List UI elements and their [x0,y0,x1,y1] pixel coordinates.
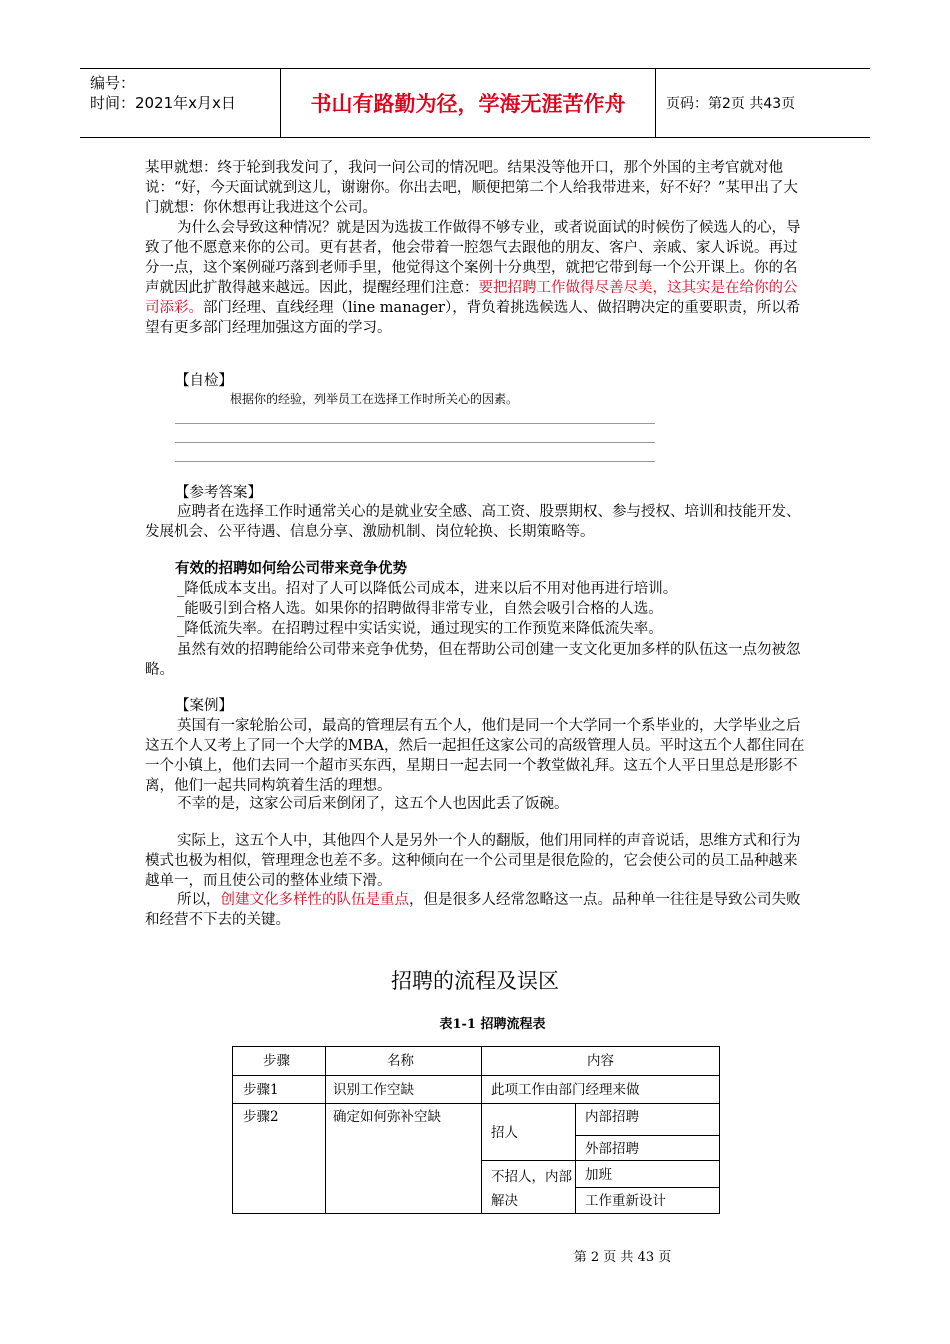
header-meta [90,73,280,113]
advantage-item: _降低成本支出。招对了人可以降低公司成本，进来以后不用对他再进行培训。 [177,581,678,597]
paragraph-text: 部门经理、直线经理（line manager），背负着挑选候选人、做招聘决定的重要职责，所以希望有更多部门经理加强这方面的学习。 [145,300,801,336]
paragraph-story-end: 某甲就想：终于轮到我发问了，我问一问公司的情况吧。结果没等他开口，那个外国的主考官就对他说：“好，今天面试就到这儿，谢谢你。你出去吧，顺便把第二个人给我带进来，好不好？”某甲出了大门就想：你休想再让我进这个公司。 [145,160,798,216]
case-title: 【案例】 [175,698,233,714]
table-header: 内容 [587,1053,614,1069]
table-cell-redesign: 工作重新设计 [585,1193,666,1209]
answer-line [175,423,655,424]
advantage-item: _降低流失率。在招聘过程中实话实说，通过现实的工作预览来降低流失率。 [177,621,663,637]
table-cell-name: 识别工作空缺 [333,1082,414,1098]
paragraph-text: 所以， [177,892,221,908]
case-end: 不幸的是，这家公司后来倒闭了，这五个人也因此丢了饭碗。 [177,796,569,812]
paragraph-text: ，但是很多人经常忽略这一点。品种单一往往是导致公司失败和经营不下去的关键。 [145,892,801,928]
header-time: 时间：2021年x月x日 [90,94,236,112]
answer-text: 应聘者在选择工作时通常关心的是就业安全感、高工资、股票期权、参与授权、培训和技能开发、发展机会、公平待遇、信息分享、激励机制、岗位轮换、长期策略等。 [145,504,801,540]
paragraph-text: 为什么会导致这种情况？就是因为选拔工作做得不够专业，或者说面试的时候伤了候选人的心，导致了他不愿意来你的公司。更有甚者，他会带着一腔怨气去跟他的朋友、客户、亲戚、家人诉说。再过分一点，这个案例碰巧落到老师手里，他觉得这个案例十分典型，就把它带到每一个公开课上。你的名声就因此扩散得越来越远。因此，提醒经理们注意： [145,220,801,296]
advantage-item: _能吸引到合格人选。如果你的招聘做得非常专业，自然会吸引合格的人选。 [177,601,663,617]
table-cell-no-hire: 不招人，内部解决 [491,1169,572,1209]
table-grid-line [325,1047,326,1213]
page-footer: 第 2 页 共 43 页 [573,1250,672,1265]
table-header: 名称 [387,1053,414,1069]
recruitment-flow-table [232,1046,720,1214]
table-cell-step: 步骤1 [243,1082,279,1098]
table-cell-content: 此项工作由部门经理来做 [491,1082,640,1098]
highlight-text: 创建文化多样性的队伍是重点 [220,892,409,908]
table-cell-hire: 招人 [491,1125,518,1141]
advantage-note: 虽然有效的招聘能给公司带来竞争优势，但在帮助公司创建一支文化更加多样的队伍这一点勿被忽略。 [145,642,801,678]
case-analysis: 实际上，这五个人中，其他四个人是另外一个人的翻版，他们用同样的声音说话，思维方式和行为模式也极为相似，管理理念也差不多。这种倾向在一个公司里是很危险的，它会使公司的员工品种越来越单一，而且使公司的整体业绩下滑。 [145,833,801,889]
self-check-title: 【自检】 [175,373,233,389]
table-grid-line [481,1047,482,1213]
answer-line [175,461,655,462]
header-motto: 书山有路勤为径，学海无涯苦作舟 [310,92,626,116]
table-header: 步骤 [263,1053,290,1069]
header-page-info: 页码：第2页 共43页 [666,96,796,112]
header-divider [655,69,656,137]
case-conclusion [145,890,807,930]
table-cell-external: 外部招聘 [585,1141,639,1157]
table-grid-line [481,1160,719,1161]
table-grid-line [575,1135,719,1136]
highlight-text: 要把招聘工作做得尽善尽美，这其实是在给你的公司添彩。 [145,280,798,316]
table-grid-line [233,1103,719,1104]
section-title: 招聘的流程及误区 [391,969,559,993]
header-number: 编号： [90,74,136,92]
table-cell-step: 步骤2 [243,1109,279,1125]
table-grid-line [575,1187,719,1188]
advantage-title: 有效的招聘如何给公司带来竞争优势 [175,561,407,577]
table-cell-overtime: 加班 [585,1167,612,1183]
table-cell-internal: 内部招聘 [585,1109,639,1125]
answer-title: 【参考答案】 [175,485,262,501]
case-text: 英国有一家轮胎公司，最高的管理层有五个人，他们是同一个大学同一个系毕业的，大学毕业之后这五个人又考上了同一个大学的MBA，然后一起担任这家公司的高级管理人员。平时这五个人都住同在一个小镇上，他们去同一个超市买东西，星期日一起去同一个教堂做礼拜。这五个人平日里总是形影不离，他们一起共同构筑着生活的理想。 [145,718,805,794]
table-caption: 表1-1 招聘流程表 [439,1017,546,1032]
self-check-text: 根据你的经验，列举员工在选择工作时所关心的因素。 [230,392,519,406]
table-grid-line [233,1075,719,1076]
table-grid-line [575,1103,576,1213]
page-header [80,68,870,138]
paragraph-analysis [145,218,807,338]
answer-line [175,442,655,443]
table-cell-name: 确定如何弥补空缺 [333,1109,441,1125]
